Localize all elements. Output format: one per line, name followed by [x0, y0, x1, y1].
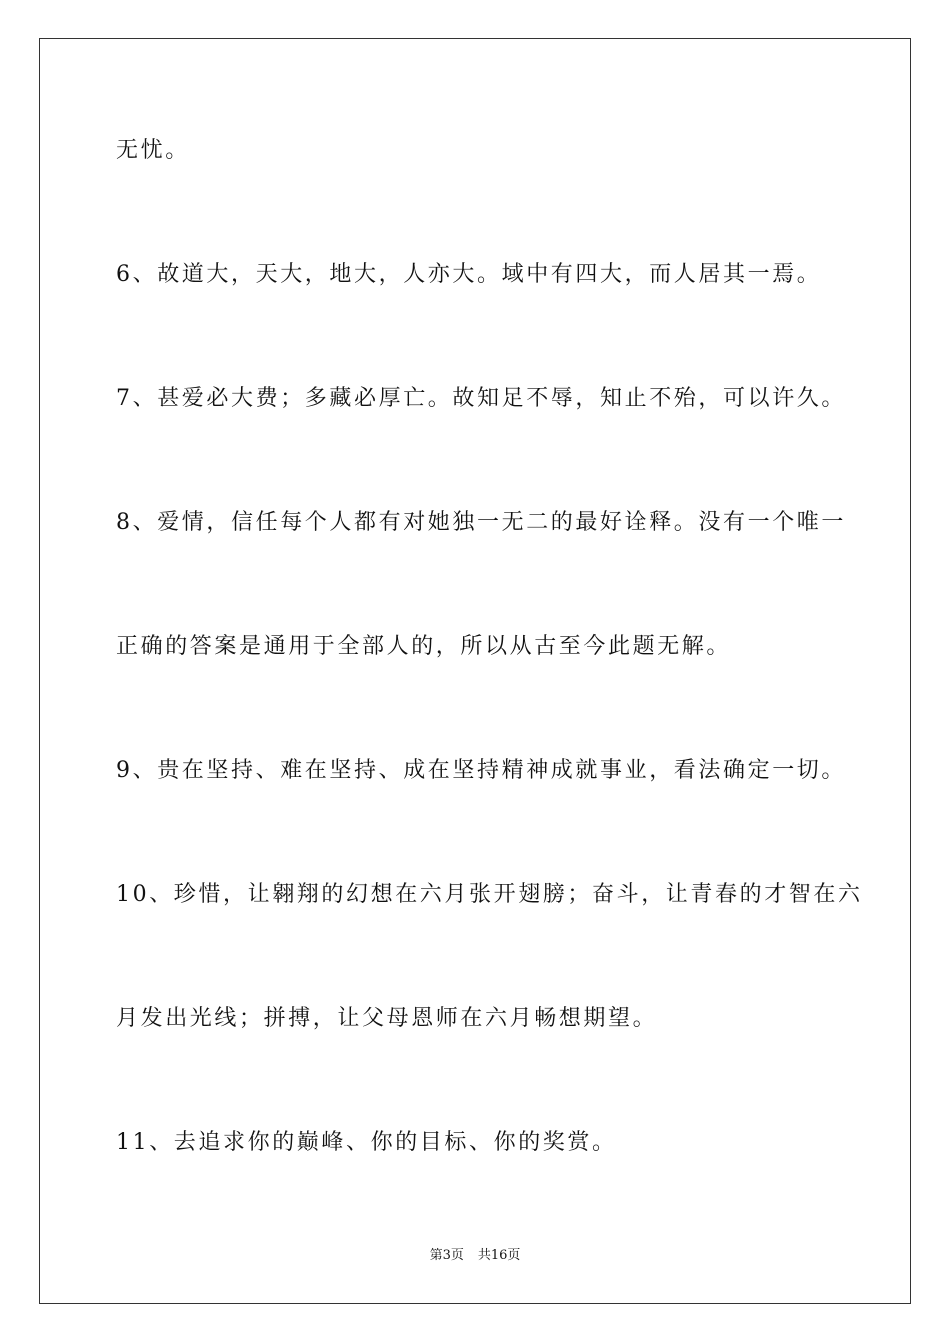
text-line: 无忧。: [116, 138, 190, 163]
page-number: 第3页: [429, 1248, 464, 1263]
page-total: 共16页: [477, 1248, 521, 1263]
text-line: 11、去追求你的巅峰、你的目标、你的奖赏。: [116, 1130, 617, 1155]
text-line: 正确的答案是通用于全部人的，所以从古至今此题无解。: [116, 634, 732, 659]
text-line: 9、贵在坚持、难在坚持、成在坚持精神成就事业，看法确定一切。: [116, 758, 846, 783]
text-line: 7、甚爱必大费；多藏必厚亡。故知足不辱，知止不殆，可以许久。: [116, 386, 846, 411]
page-footer: [0, 1247, 950, 1265]
text-line: 8、爱情，信任每个人都有对她独一无二的最好诠释。没有一个唯一: [116, 510, 846, 535]
page-frame: [39, 38, 911, 1304]
text-line: 10、珍惜，让翱翔的幻想在六月张开翅膀；奋斗，让青春的才智在六: [116, 882, 863, 907]
text-line: 月发出光线；拼搏，让父母恩师在六月畅想期望。: [116, 1006, 658, 1031]
text-line: 6、故道大，天大，地大，人亦大。域中有四大，而人居其一焉。: [116, 262, 822, 287]
